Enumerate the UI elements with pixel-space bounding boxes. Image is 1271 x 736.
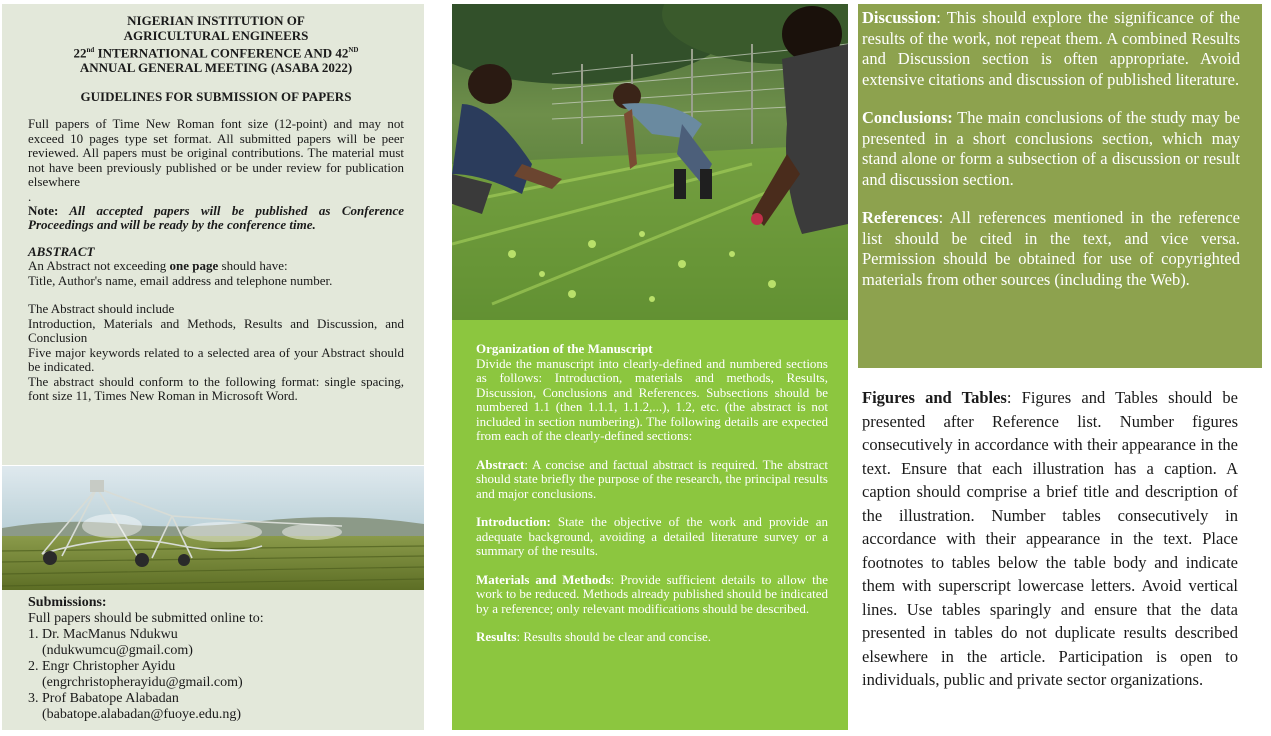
contact-email: (engrchristopherayidu@gmail.com) (42, 675, 243, 690)
note-paragraph: Note: All accepted papers will be published as Conference Proceedings and will be ready by the conference time. (28, 202, 404, 233)
figures-panel (858, 386, 1262, 726)
conclusions-guidance: Conclusions: The main conclusions of the study may be presented in a short conclusions section, which may stand alone or form a subsection of a discussion or result and discussion section. (862, 108, 1240, 189)
abstract-line2: Title, Author's name, email address and telephone number. (28, 272, 333, 288)
references-guidance: References: All references mentioned in the reference list should be cited in the text, and vice versa. Permission should be obtained for use of copyrighted materials from other sources (including the Web). (862, 208, 1240, 289)
contact-item: 3. Prof Babatope Alabadan (babatope.alabadan@fuoye.edu.ng) (28, 691, 404, 723)
intro-paragraph: Full papers of Time New Roman font size (12-point) and may not exceed 10 pages type set format. All submitted papers will be peer reviewed. All papers must be original contributions. The material must not have been previously published or be under review for publication elsewhere (28, 116, 404, 190)
discussion-guidance: Discussion: This should explore the significance of the results of the work, not repeat them. A combined Results and Discussion section is often appropriate. Avoid extensive citations and discussion of published literature. (862, 8, 1240, 89)
introduction-guidance: Introduction: State the objective of the work and provide an adequate background, avoiding a detailed literature survey or a summary of the results. (476, 514, 828, 558)
abstract-guidance: Abstract: A concise and factual abstract is required. The abstract should state briefly the purpose of the research, the principal results and major conclusions. (476, 456, 828, 501)
stray-dot: . (28, 188, 32, 204)
abstract-include-heading: The Abstract should include (28, 301, 175, 317)
results-guidance: Results: Results should be clear and concise. (476, 629, 712, 644)
submissions-panel (2, 590, 424, 730)
contact-email: (ndukwumcu@gmail.com) (42, 643, 193, 658)
contact-email: (babatope.alabadan@fuoye.edu.ng) (42, 707, 242, 722)
submissions-heading: Submissions: (28, 595, 107, 610)
contact-list (28, 627, 404, 723)
guidelines-heading: GUIDELINES FOR SUBMISSION OF PAPERS (80, 89, 352, 105)
guidelines-panel (2, 4, 424, 465)
abstract-include-2: Five major keywords related to a selected area of your Abstract should be indicated. (28, 344, 404, 375)
figures-guidance: Figures and Tables: Figures and Tables should be presented after Reference list. Number figures consecutively in accordance with their appearance in the text. Ensure that each illustration has a caption. A caption should comprise a brief title and description of the illustration. Number tables consecutively in accordance with their appearance in the text. Place footnotes to tables below the table body and indicate them with superscript lowercase letters. Avoid vertical lines. Use tables sparingly and ensure that the data presented in tables do not duplicate results described elsewhere in the article. Participation is open to individuals, public and private sector organizations. (862, 388, 1238, 689)
sections-panel (858, 4, 1262, 368)
institution-title: NIGERIAN INSTITUTION OF AGRICULTURAL ENGINEERS 22nd INTERNATIONAL CONFERENCE AND 42ND ANNUAL GENERAL MEETING (ASABA 2022) (73, 13, 359, 75)
farmers-planting-photo (452, 4, 848, 320)
submissions-intro: Full papers should be submitted online to: (28, 611, 264, 626)
abstract-line1: An Abstract not exceeding one page should have: (28, 258, 288, 274)
abstract-include-1: Introduction, Materials and Methods, Results and Discussion, and Conclusion (28, 315, 404, 346)
abstract-heading: ABSTRACT (28, 243, 95, 259)
organization-panel (452, 320, 848, 730)
irrigation-pivot-photo (2, 466, 424, 590)
methods-guidance: Materials and Methods: Provide sufficient details to allow the work to be reduced. Methods already published should be indicated by a reference; only relevant modifications should be described. (476, 571, 828, 616)
abstract-include-3: The abstract should conform to the following format: single spacing, font size 11, Times New Roman in Microsoft Word. (28, 373, 404, 404)
contact-item: 1. Dr. MacManus Ndukwu (ndukwumcu@gmail.com) (28, 627, 404, 659)
organization-heading: Organization of the Manuscript (476, 341, 653, 356)
contact-item: 2. Engr Christopher Ayidu (engrchristopherayidu@gmail.com) (28, 659, 404, 691)
organization-text: Divide the manuscript into clearly-defined and numbered sections as follows: Introduction, materials and methods, Results, Discussion, Conclusions and References. Subsections should be numbered 1.1 (then 1.1.1, 1.1.2,...), 1.2, etc. (the abstract is not included in section numbering). The following details are expected from each of the clearly-defined sections: (476, 355, 828, 443)
